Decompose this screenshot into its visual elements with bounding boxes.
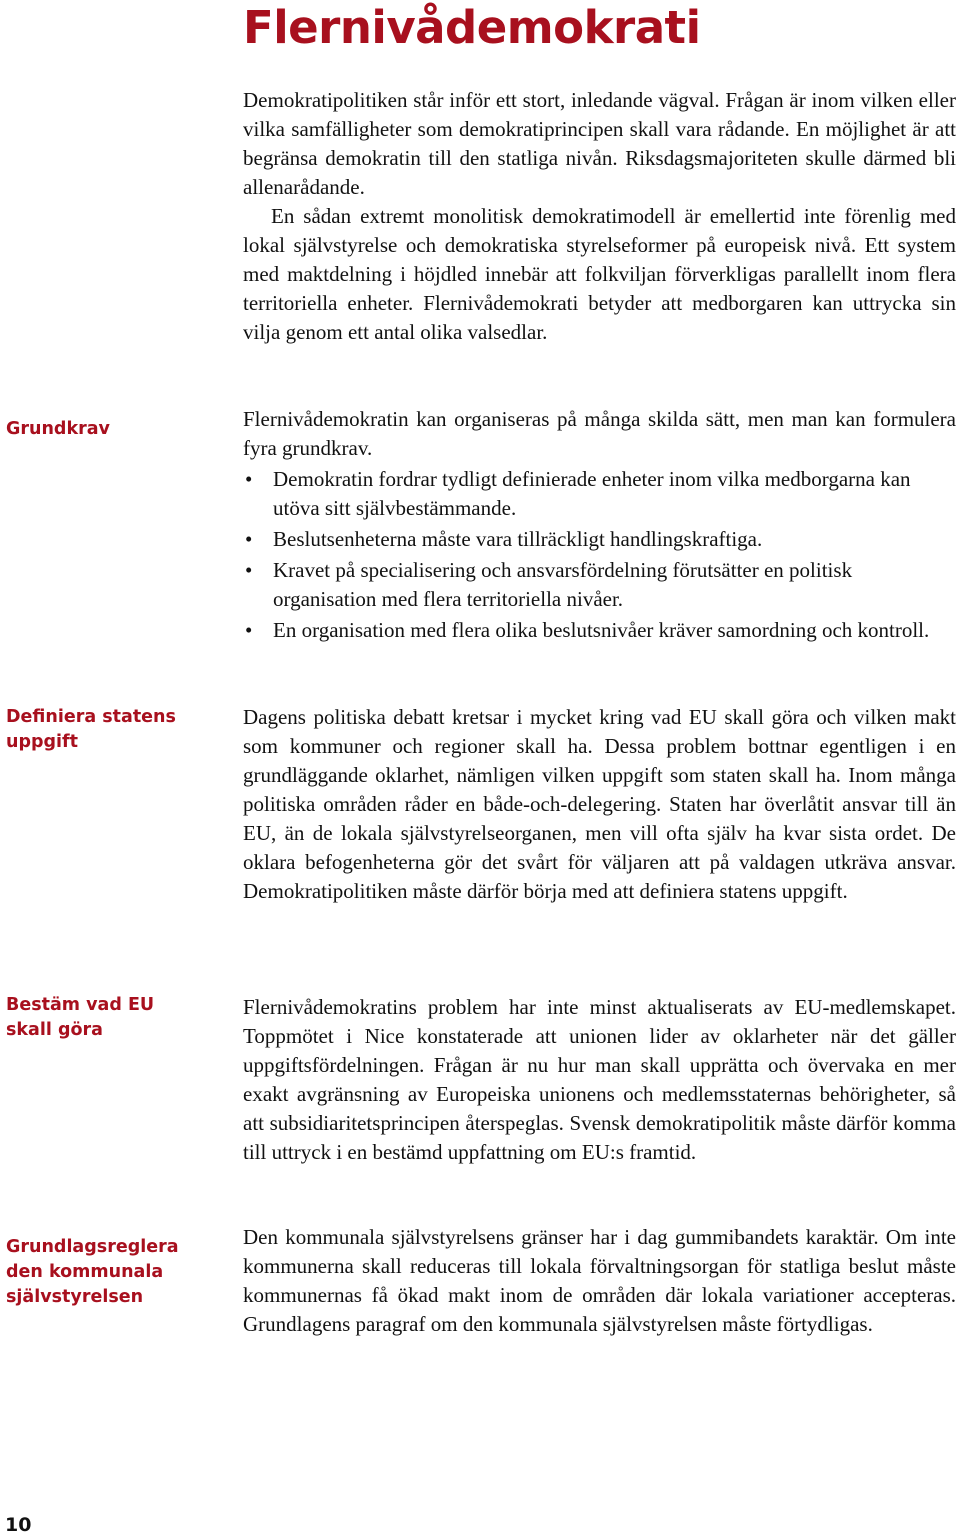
paragraph-statens-uppgift: Dagens politiska debatt kretsar i mycket kring vad EU skall göra och vilken makt som kommuner och regioner skall ha. Dessa problem bottnar egentligen i en grundläggande oklarhet, nämligen vilken uppgift som staten skall ha. Inom många politiska områden råder en både-och-delegering. Staten har överlåtit ansvar till än EU, än de lokala självstyrelseorganen, men vill ofta själv ha kvar sista ordet. De oklara befogenheterna gör det svårt för väljaren att på valdagen utkräva ansvar. Demokratipolitiken måste därför börja med att definiera statens uppgift.	[243, 705, 956, 903]
sidenote-grundlagsreglera: Grundlagsreglera den kommunala självstyrelsen	[6, 1237, 179, 1307]
list-item	[243, 525, 956, 554]
grundkrav-lead: Flernivådemokratin kan organiseras på många skilda sätt, men man kan formulera fyra grundkrav.	[243, 407, 956, 460]
intro-paragraph-2: En sådan extremt monolitisk demokratimodell är emellertid inte förenlig med lokal självstyrelse och demokratiska styrelseformer på europeisk nivå. Ett system med maktdelning i höjdled innebär att folkviljan förverkligas parallellt inom flera territoriella enheter. Flernivådemokrati betyder att medborgaren kan uttrycka sin vilja genom ett antal olika valsedlar.	[243, 204, 956, 344]
sidenote-definiera-statens-uppgift: Definiera statens uppgift	[6, 707, 176, 752]
grundkrav-section	[243, 405, 956, 647]
list-item-text: Kravet på specialisering och ansvarsfördelning förutsätter en politisk organisation med flera territoriella nivåer.	[273, 558, 853, 611]
page-title: Flernivådemokrati	[243, 1, 701, 54]
sidenote-bestam-vad-eu-skall-gora: Bestäm vad EU skall göra	[6, 995, 155, 1040]
bullet-icon: •	[245, 527, 253, 551]
bullet-icon: •	[245, 558, 253, 582]
list-item	[243, 616, 956, 645]
list-item	[243, 556, 956, 614]
page-number: 10	[5, 1514, 32, 1536]
intro-section	[243, 86, 956, 347]
intro-paragraph-1: Demokratipolitiken står inför ett stort, inledande vägval. Frågan är inom vilken eller vilka samfälligheter som demokratiprincipen skall vara rådande. En möjlighet är att begränsa demokratin till den statliga nivån. Riksdagsmajoriteten skulle därmed bli allenarådande.	[243, 88, 956, 199]
list-item	[243, 465, 956, 523]
bullet-icon: •	[245, 618, 253, 642]
bullet-icon: •	[245, 467, 253, 491]
sidenote-grundkrav: Grundkrav	[6, 419, 110, 439]
list-item-text: Demokratin fordrar tydligt definierade enheter inom vilka medborgarna kan utöva sitt självbestämmande.	[273, 467, 911, 520]
paragraph-kommunal-sjalvstyrelse: Den kommunala självstyrelsens gränser har i dag gummibandets karaktär. Om inte kommunerna skall reduceras till lokala förvaltningsorgan för statliga beslut måste kommunernas få ökad makt inom de områden där lokala variationer accepteras. Grundlagens paragraf om den kommunala självstyrelsen måste förtydligas.	[243, 1225, 956, 1336]
grundkrav-list	[243, 465, 956, 645]
list-item-text: En organisation med flera olika beslutsnivåer kräver samordning och kontroll.	[273, 618, 930, 642]
list-item-text: Beslutsenheterna måste vara tillräckligt handlingskraftiga.	[273, 527, 763, 551]
paragraph-eu: Flernivådemokratins problem har inte minst aktualiserats av EU-medlemskapet. Toppmötet i Nice konstaterade att unionen lider av oklarheter när det gäller uppgiftsfördelningen. Frågan är nu hur man skall upprätta och övervaka en mer exakt avgränsning av Europeiska unionens och medlemsstaternas behörigheter, så att subsidiaritetsprincipen återspeglas. Svensk demokratipolitik måste därför komma till uttryck i en bestämd uppfattning om EU:s framtid.	[243, 995, 956, 1164]
